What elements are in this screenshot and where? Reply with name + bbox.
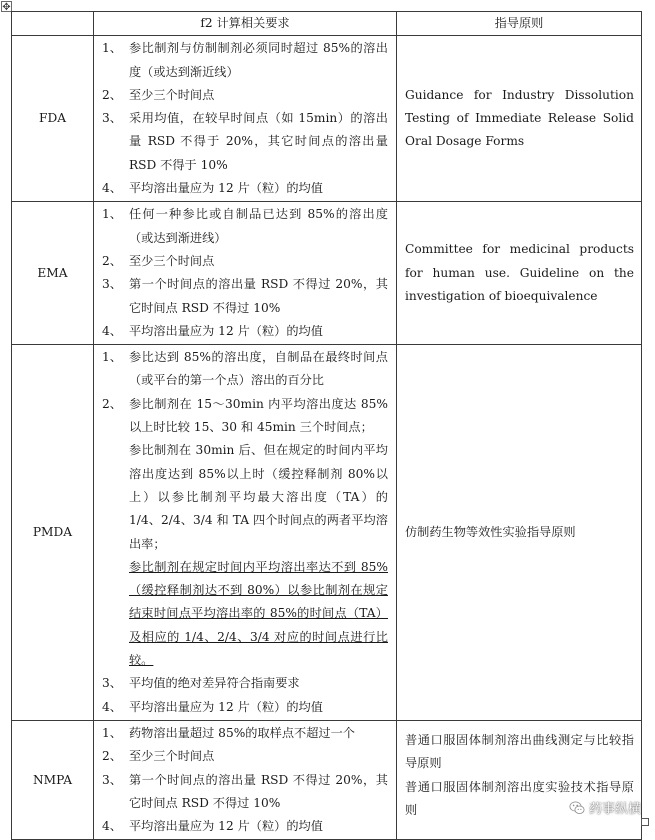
agency-cell: PMDA (12, 345, 94, 721)
guideline-text: 仿制药生物等效性实验指导原则 (405, 524, 576, 539)
agency-cell: EMA (12, 202, 94, 345)
list-item: 2、 至少三个时间点 (102, 87, 215, 102)
list-item: 1、 药物溶出量超过 85%的取样点不超过一个 (102, 725, 355, 740)
table-move-handle-icon[interactable]: ✥ (2, 2, 11, 13)
table-row-fda (12, 36, 642, 202)
list-item: 4、 平均溶出量应为 12 片（粒）的均值 (102, 819, 323, 834)
list-item: 1、 参比达到 85%的溶出度，自制品在最终时间点（或平台的第一个点）溶出的百分比 (102, 350, 388, 388)
guideline-text: Guidance for Industry Dissolution Testing of Immediate Release Solid Oral Dosage Forms (405, 87, 634, 149)
table-resize-handle-icon[interactable] (641, 818, 649, 826)
table-header-row (12, 12, 642, 36)
list-item: 3、 第一个时间点的溶出量 RSD 不得过 20%，其它时间点 RSD 不得过 10% (102, 277, 388, 315)
header-f2-requirements: f2 计算相关要求 (94, 12, 397, 36)
guideline-text: 普通口服固体制剂溶出曲线测定与比较指导原则 (405, 732, 634, 771)
requirements-cell (94, 345, 397, 721)
list-item: 2、 至少三个时间点 (102, 253, 215, 268)
list-item: 1、 任何一种参比或自制品已达到 85%的溶出度（或达到渐进线） (102, 207, 388, 245)
watermark-text: 药事纵横 (588, 802, 641, 817)
table-row-pmda (12, 345, 642, 721)
guideline-text: 普通口服固体制剂溶出度实验技术指导原则 (405, 779, 634, 817)
list-item: 4、 平均溶出量应为 12 片（粒）的均值 (102, 181, 323, 196)
guideline-cell (397, 720, 642, 839)
list-item: 3、 平均值的绝对差异符合指南要求 (102, 676, 300, 691)
list-item: 2、 至少三个时间点 (102, 749, 215, 764)
table-row-ema (12, 202, 642, 345)
list-item: 4、 平均溶出量应为 12 片（粒）的均值 (102, 699, 323, 714)
agency-cell: FDA (12, 36, 94, 202)
guideline-cell (397, 36, 642, 202)
requirements-cell (94, 202, 397, 345)
list-item: 3、 第一个时间点的溶出量 RSD 不得过 20%，其它时间点 RSD 不得过 10% (102, 772, 388, 810)
pmda-rule-after-30min: 参比制剂在 30min 后、但在规定的时间内平均溶出度达到 85%以上时（缓控释制剂 80%以上）以参比制剂平均最大溶出度（TA）的 1/4、2/4、3/4 和 TA 四个时间点的两者平均溶出率； (129, 443, 388, 551)
requirements-cell (94, 36, 397, 202)
requirements-cell (94, 720, 397, 839)
header-agency (12, 12, 94, 36)
list-item: 3、 采用均值，在较早时间点（如 15min）的溶出量 RSD 不得于 20%，其它时间点的溶出量 RSD 不得于 10% (102, 111, 388, 172)
list-item: 4、 平均溶出量应为 12 片（粒）的均值 (102, 323, 323, 338)
list-item: 2、 参比制剂在 15～30min 内平均溶出度达 85%以上时比较 15、30 和 45min 三个时间点； 参比制剂在 30min 后、但在规定的时间内平均溶出度达到 85%以上时（缓控释制剂 80%以上）以参比制剂平均最大溶出度（TA）的 1/4、2/4、3/4 和 TA 四个时间点的两者平均溶出率； 参比制剂在规定时间内平均溶出率达不到 85%（缓控释制剂达不到 80%）以参比制剂在规定结束时间点平均溶出率的 85%的时间点（TA）及相应的 1/4、2/4、3/4 对应的时间点进行比较。 (102, 393, 388, 673)
list-item: 1、 参比制剂与仿制制剂必须同时超过 85%的溶出度（或达到渐近线） (102, 41, 388, 79)
agency-cell: NMPA (12, 720, 94, 839)
guideline-cell (397, 345, 642, 721)
guideline-text: Committee for medicinal products for human use. Guideline on the investigation of bioequivalence (405, 242, 634, 303)
header-guidelines: 指导原则 (397, 12, 642, 36)
requirements-table (11, 11, 642, 840)
watermark (569, 798, 641, 817)
pmda-rule-not-reaching-85: 参比制剂在规定时间内平均溶出率达不到 85%（缓控释制剂达不到 80%）以参比制剂在规定结束时间点平均溶出率的 85%的时间点（TA）及相应的 1/4、2/4、3/4 对应的时间点进行比较。 (129, 559, 388, 668)
wechat-icon (569, 800, 585, 816)
table-row-nmpa (12, 720, 642, 839)
guideline-cell (397, 202, 642, 345)
pmda-rule-15-30min: 参比制剂在 15～30min 内平均溶出度达 85%以上时比较 15、30 和 45min 三个时间点； (129, 396, 388, 435)
